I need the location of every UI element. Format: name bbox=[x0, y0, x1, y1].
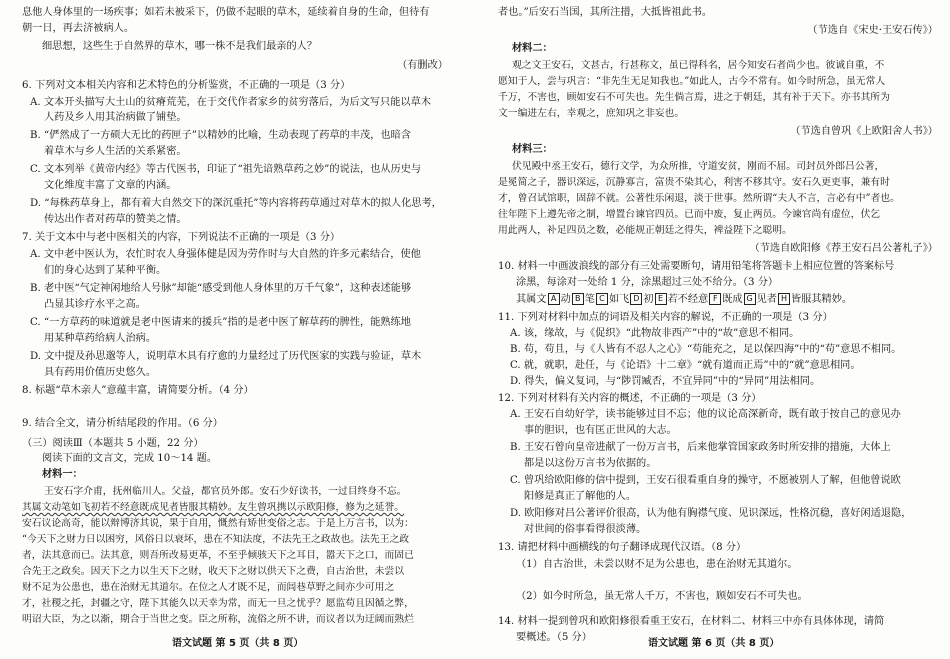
text-line: 愿知于人，尝与巩言：“非先生无足知我也。”如此人，古今不常有。如今时所急，虽无常人 bbox=[498, 76, 886, 87]
question-13: 13. 请把材料中画横线的句子翻译成现代汉语。（8 分） bbox=[498, 542, 747, 553]
text-line: 传达出作者对药草的赞美之情。 bbox=[44, 214, 187, 225]
text-line: 财不足为公患也，患在治财无其道尔。在位之人才既不足，而闾巷草野之间亦少可用之 bbox=[22, 582, 395, 593]
text-line: 文一编进左右，幸观之，庶知巩之非妄也。 bbox=[498, 108, 685, 119]
question-12: 12. 下列对材料有关内容的概述，不正确的一项是（3 分） bbox=[498, 393, 762, 404]
material-1-heading: 材料一： bbox=[42, 468, 83, 480]
translate-item-1: （1）自古治世，未尝以财不足为公患也，患在治财无其道尔。 bbox=[516, 559, 798, 570]
wavy-underline-text: 其属文动笔如飞初若不经意既成见者皆服其精妙。友生曾巩携以示欧阳修，修为之延誉。 bbox=[22, 502, 405, 513]
answer-box-h[interactable]: H bbox=[778, 293, 790, 305]
text-line: 细思想，这些生于自然界的草木，哪一株不是我们最亲的人？ bbox=[42, 41, 318, 52]
text-line: 都是以这份万言书为依据的。 bbox=[524, 458, 657, 469]
option-12a: A. 王安石自幼好学，读书能够过目不忘；他的议论高深新奇，既有敢于按自己的意见办 bbox=[510, 409, 901, 420]
source-note: （节选自《宋史·王安石传》） bbox=[807, 25, 938, 36]
text-line: 要概述。（5 分） bbox=[516, 632, 592, 643]
translate-item-2: （2）如今时所急，虽无常人千万，不害也，顾如安石不可失也。 bbox=[516, 591, 808, 602]
answer-segment: 皆服其精妙。 bbox=[791, 294, 853, 305]
text-line: 用此两人，补足四员之数，必能规正朝廷之得失，裨益陛下之聪明。 bbox=[498, 225, 792, 236]
text-line: 伏见殿中丞王安石，德行文学，为众所推，守道安贫，刚而不屈。司封员外郎吕公著， bbox=[512, 161, 885, 172]
page-footer: 语文试题 第 6 页（共 8 页） bbox=[648, 638, 780, 649]
option-6b: B. “俨然成了一方硕大无比的药匣子”以精妙的比喻，生动表现了药草的丰茂，也暗含 bbox=[30, 130, 411, 141]
text-line: 阳修是真正了解他的人。 bbox=[524, 491, 637, 502]
text-line: 才，曾召试馆职，固辞不就。公著性乐闲退，淡于世事。然所谓“夫人不言，言必有中”者也。 bbox=[498, 193, 900, 204]
text-line: 往年陛下上遵先帝之制，增置台谏官四员。已而中废，复止两员。今谏官尚有虚位，伏乞 bbox=[498, 209, 881, 220]
answer-segment: 若不经意 bbox=[667, 294, 709, 305]
answer-segment: 初 bbox=[643, 294, 654, 305]
option-7c: C. “一方草药的味道就是老中医请来的援兵”指的是老中医了解草药的脾性，能熟练地 bbox=[30, 317, 411, 328]
answer-box-b[interactable]: B bbox=[572, 293, 584, 305]
option-7b: B. 老中医“气定神闲地给人号脉”却能“感受到他人身体里的万千气象”，这种表述能够 bbox=[30, 283, 412, 294]
answer-segment: 既成 bbox=[722, 294, 743, 305]
option-12b: B. 王安石曾向皇帝进献了一份万言书，后来他掌管国家政务时所安排的措施，大体上 bbox=[510, 442, 891, 453]
material-2-heading: 材料二： bbox=[512, 42, 553, 54]
answer-box-e[interactable]: E bbox=[655, 293, 667, 305]
question-8: 8. 标题“草木亲人”意蕴丰富，请简要分析。（4 分） bbox=[22, 385, 254, 396]
text-line: 人药及乡人用其治病做了铺垫。 bbox=[44, 112, 187, 123]
text-line: 是冕简之子，器识深远，沉静寡言，富贵不染其心，利害不移其守。安石久更吏事，兼有时 bbox=[498, 177, 890, 188]
text-line: 安石议论高奇，能以辩博济其说，果于自用，慨然有矫世变俗之志。于是上万言书，以为： bbox=[22, 518, 414, 529]
text-line: 王安石字介甫，抚州临川人。父益，都官员外郎。安石少好读书，一过目终身不忘。 bbox=[44, 486, 407, 497]
text-line: 者，法其意而已。法其意，则吾所改易更革，不至乎倾骇天下之耳目，嚣天下之口，而固已 bbox=[22, 550, 414, 561]
source-note: （节选自曾巩《上欧阳舍人书》） bbox=[790, 126, 938, 137]
text-line: 们的身心达到了某种平衡。 bbox=[44, 265, 167, 276]
text-line: 事的胆识，也有匡正世风的大志。 bbox=[524, 425, 677, 436]
text-line: 着草木与乡人生活的关系紧密。 bbox=[44, 146, 187, 157]
section-heading: （三）阅读Ⅲ（本题共 5 小题，22 分） bbox=[22, 438, 204, 449]
answer-row bbox=[516, 293, 852, 306]
text-line: 涂黑，每涂对一处给 1 分，涂黑超过三处不给分。（3 分） bbox=[516, 277, 779, 288]
answer-box-g[interactable]: G bbox=[744, 293, 756, 305]
option-7d: D. 文中提及孙思邈等人，说明草木具有疗愈的力量经过了历代医家的实践与验证，草木 bbox=[30, 351, 422, 362]
question-14: 14. 材料一提到曾巩和欧阳修很看重王安石，在材料二、材料三中亦有具体体现，请简 bbox=[498, 616, 885, 627]
text-line: 合先王之政矣。因天下之力以生天下之财，收天下之财以供天下之费，自古治世，未尝以 bbox=[22, 566, 405, 577]
text-line: 者也。”后安石当国，其所注措，大抵皆祖此书。 bbox=[498, 7, 713, 18]
option-6c: C. 文本列举《黄帝内经》等古代医书，印证了“祖先谙熟草药之妙”的说法，也从历史与 bbox=[30, 164, 422, 175]
option-11c: C. 就，就职，赴任，与《论语》十二章》“就有道而正焉”中的“就”意思相同。 bbox=[510, 360, 861, 371]
answer-box-c[interactable]: C bbox=[596, 293, 608, 305]
question-11: 11. 下列对材料中加点的词语及相关内容的解说，不正确的一项是（3 分） bbox=[498, 312, 833, 323]
option-12c: C. 曾巩给欧阳修的信中提到，王安石很看重自身的操守，不愿被别人了解，但他曾说欧 bbox=[510, 475, 901, 486]
option-7a: A. 文中老中医认为，农忙时农人身强体健是因为劳作时与大自然的许多元素结合，使他 bbox=[30, 249, 421, 260]
material-3-heading: 材料三： bbox=[512, 143, 553, 155]
text-line: （有删改） bbox=[397, 60, 448, 71]
text-line: 观之文王安石，文甚古，行甚称文，虽已得科名，居今知安石者尚少也。彼诚自重，不 bbox=[512, 60, 885, 71]
option-11a: A. 该，缘故，与《促织》“此物故非西产”中的“故”意思不相同。 bbox=[510, 328, 800, 339]
text-line: 具有药用价值历史悠久。 bbox=[44, 367, 157, 378]
text-line: 文化维度丰富了文章的内涵。 bbox=[44, 180, 177, 191]
text-line: 凸显其诊疗水平之高。 bbox=[44, 299, 146, 310]
source-note: （节选自欧阳修《荐王安石吕公著札子》） bbox=[749, 243, 938, 254]
question-10: 10. 材料一中画波浪线的部分有三处需要断句，请用铅笔将答题卡上相应位置的答案标号 bbox=[498, 261, 895, 272]
page-footer: 语文试题 第 5 页（共 8 页） bbox=[172, 638, 304, 649]
right-page bbox=[498, 0, 938, 659]
instruction: 阅读下面的文言文，完成 10～14 题。 bbox=[42, 453, 218, 464]
option-12d: D. 欧阳修对吕公著评价很高，认为他有胸襟气度、见识深远，性格沉稳，喜好闲适退隐， bbox=[510, 508, 912, 519]
text-line bbox=[22, 501, 404, 514]
answer-box-a[interactable]: A bbox=[548, 293, 560, 305]
answer-box-f[interactable]: F bbox=[709, 293, 721, 305]
text-line: 用某种草药给病人治病。 bbox=[44, 333, 157, 344]
answer-prefix: 其属文 bbox=[516, 294, 547, 305]
answer-segment: 如飞 bbox=[608, 294, 630, 305]
left-page bbox=[22, 0, 462, 659]
text-line: 朝一日，再去济被病人。 bbox=[22, 23, 135, 34]
question-7: 7. 关于文本中与老中医相关的内容，下列说法不正确的一项是（3 分） bbox=[22, 232, 341, 243]
question-9: 9. 结合全文，请分析结尾段的作用。（6 分） bbox=[22, 418, 223, 429]
text-line: 才，社稷之托，封疆之守，陛下其能久以天幸为常，而无一旦之忧乎？愿监苟且因循之弊， bbox=[22, 598, 414, 609]
answer-segment: 动 bbox=[560, 294, 571, 305]
answer-box-d[interactable]: D bbox=[630, 293, 642, 305]
option-6d: D. “每株药草身上，都有着大自然交下的深沉重托”等内容将药草通过对草木的拟人化思考， bbox=[30, 198, 442, 209]
text-line: 千万，不害也，顾如安石不可失也。先生倘言焉，进之于朝廷，其有补于天下。亦书其所为 bbox=[498, 92, 890, 103]
option-6a: A. 文本开头描写大土山的贫瘠荒芜，在于交代作者家乡的贫穷落后，为后文写只能以草木 bbox=[30, 97, 431, 108]
question-6: 6. 下列对文本相关内容和艺术特色的分析鉴赏，不正确的一项是（3 分） bbox=[22, 80, 351, 91]
option-11b: B. 苟，苟且，与《人皆有不忍人之心》“苟能充之，足以保四海”中的“苟”意思不相同。 bbox=[510, 344, 902, 355]
answer-segment: 见者 bbox=[756, 294, 777, 305]
text-line: 息他人身体里的一场疾事；如若未被采下，仍做不起眼的草木，延续着自身的生命，但待有 bbox=[22, 7, 430, 18]
text-line: “今天下之财力日以困穷，风俗日以衰坏，患在不知法度，不法先王之政故也。法先王之政 bbox=[22, 534, 410, 545]
text-line: 对世间的俗事看得很淡薄。 bbox=[524, 524, 647, 535]
text-line: 明诏大臣，为之以渐，期合于当世之变。臣之所称，流俗之所不讲，而议者以为迂阔而熟烂 bbox=[22, 614, 414, 625]
answer-segment: 笔 bbox=[584, 294, 595, 305]
option-11d: D. 得失，偏义复词，与“陟罚臧否，不宜异同”中的“异同”用法相同。 bbox=[510, 376, 821, 387]
